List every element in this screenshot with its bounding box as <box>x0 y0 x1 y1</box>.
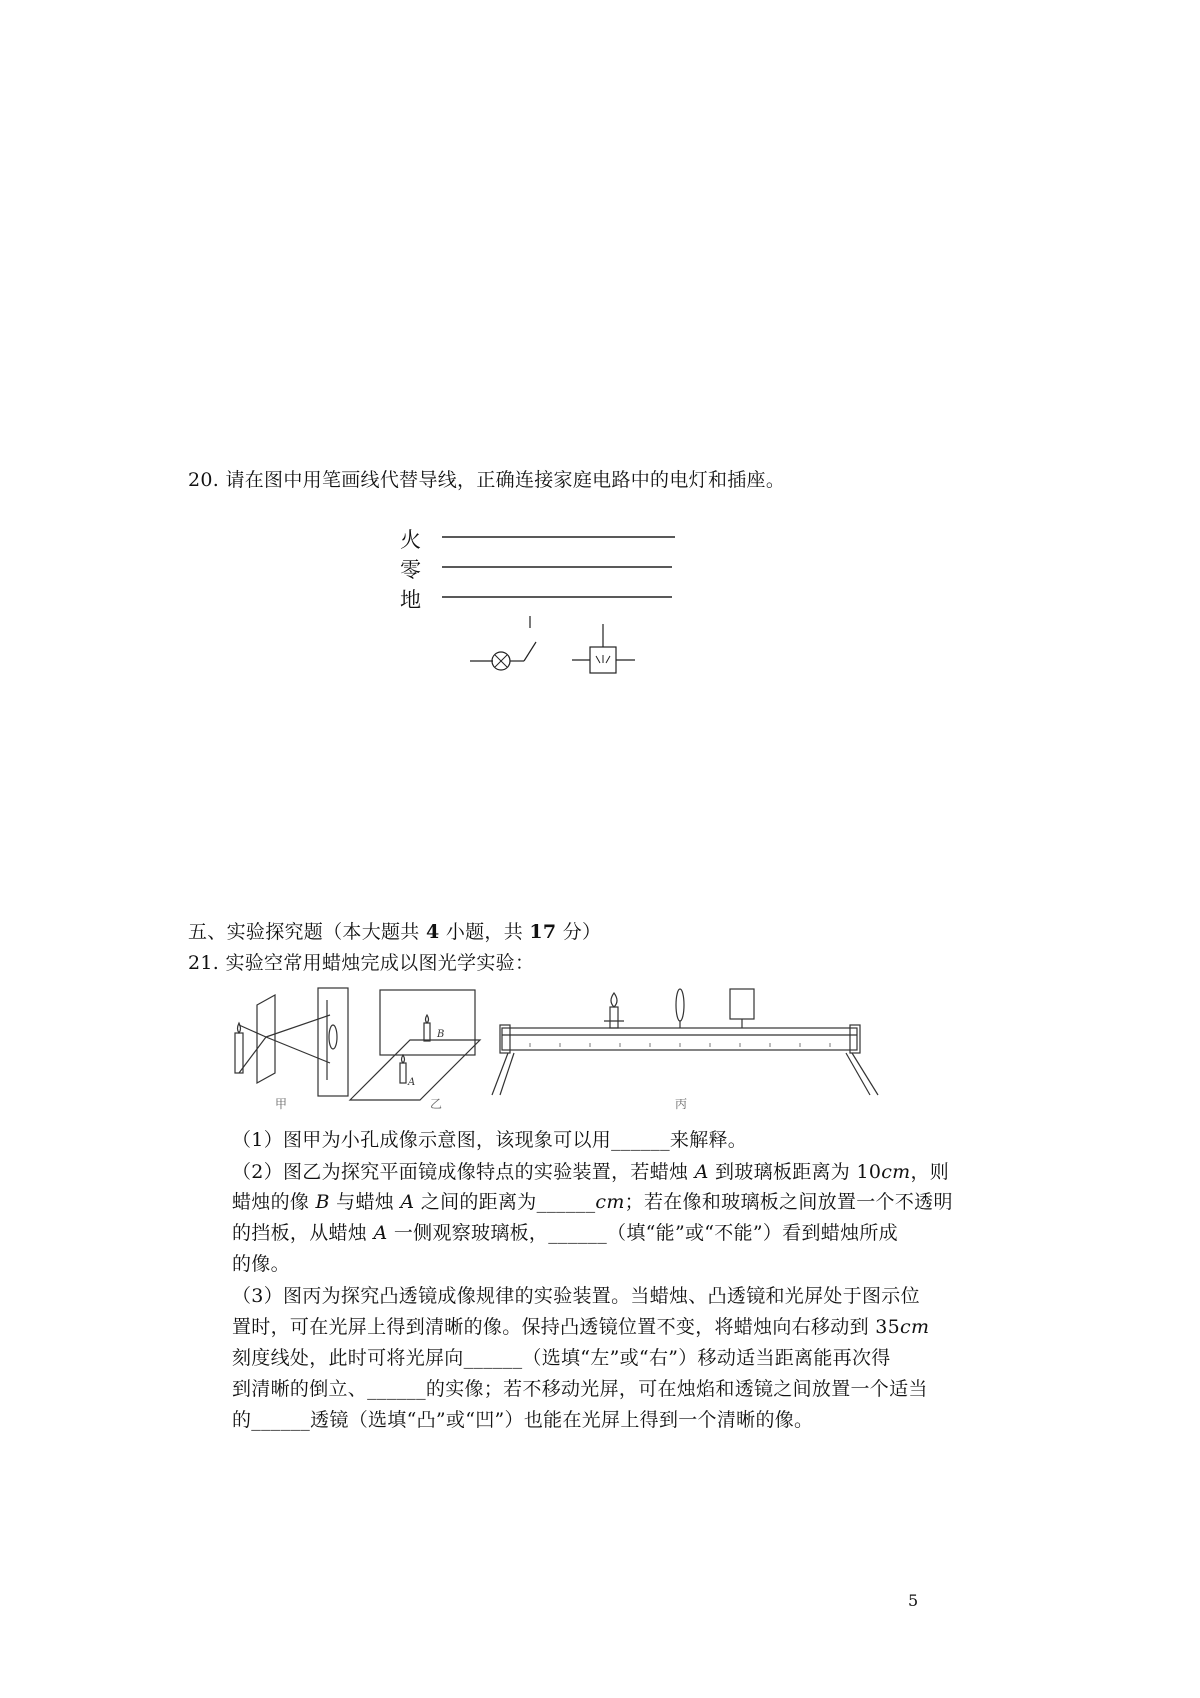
figure-caption-jia: 甲 <box>275 1097 288 1111</box>
q21-part2-line1: （2）图乙为探究平面镜成像特点的实验装置，若蜡烛 A 到玻璃板距离为 10cm，则 <box>232 1161 950 1183</box>
question-20-text: 20. 请在图中用笔画线代替导线，正确连接家庭电路中的电灯和插座。 <box>188 469 786 491</box>
ground-wire-label: 地 <box>400 588 421 612</box>
page-number: 5 <box>908 1591 919 1610</box>
pinhole-diagram <box>235 988 348 1096</box>
live-wire-label: 火 <box>400 528 421 552</box>
q21-part3-line2: 置时，可在光屏上得到清晰的像。保持凸透镜位置不变，将蜡烛向右移动到 35cm <box>232 1316 930 1338</box>
optical-bench-diagram <box>492 989 878 1095</box>
circuit-drawing <box>420 520 730 700</box>
candle-A-label: A <box>408 1077 416 1088</box>
q21-part3-line5: 的______透镜（选填“凸”或“凹”）也能在光屏上得到一个清晰的像。 <box>232 1409 814 1431</box>
figure-caption-yi: 乙 <box>430 1097 443 1111</box>
q21-part3-line1: （3）图丙为探究凸透镜成像规律的实验装置。当蜡烛、凸透镜和光屏处于图示位 <box>232 1285 920 1307</box>
circuit-figure <box>400 520 730 700</box>
q21-part3-line3: 刻度线处，此时可将光屏向______（选填“左”或“右”）移动适当距离能再次得 <box>232 1347 891 1369</box>
optics-figure <box>230 985 890 1110</box>
heading-text-1: 五、实验探究题（本大题共 <box>188 921 426 943</box>
candle-B-label: B <box>437 1029 445 1040</box>
figure-caption-bing: 丙 <box>675 1097 688 1111</box>
section-5-heading <box>188 918 601 946</box>
q21-part2-line3: 的挡板，从蜡烛 A 一侧观察玻璃板，______（填“能”或“不能”）看到蜡烛所成 <box>232 1222 898 1244</box>
question-count: 4 <box>425 921 440 943</box>
total-score: 17 <box>529 921 557 943</box>
q21-part1: （1）图甲为小孔成像示意图，该现象可以用______来解释。 <box>232 1129 748 1151</box>
switch-icon <box>524 642 536 661</box>
q21-part2-line2: 蜡烛的像 B 与蜡烛 A 之间的距离为______cm；若在像和玻璃板之间放置一个不透明 <box>232 1191 953 1213</box>
neutral-wire-label: 零 <box>400 558 421 582</box>
q21-part3-line4: 到清晰的倒立、______的实像；若不移动光屏，可在烛焰和透镜之间放置一个适当 <box>232 1378 928 1400</box>
q21-part2-line4: 的像。 <box>232 1253 290 1275</box>
heading-text-3: 分） <box>556 921 602 943</box>
question-21-intro: 21. 实验空常用蜡烛完成以图光学实验： <box>188 952 535 974</box>
heading-text-2: 小题，共 <box>439 921 530 943</box>
